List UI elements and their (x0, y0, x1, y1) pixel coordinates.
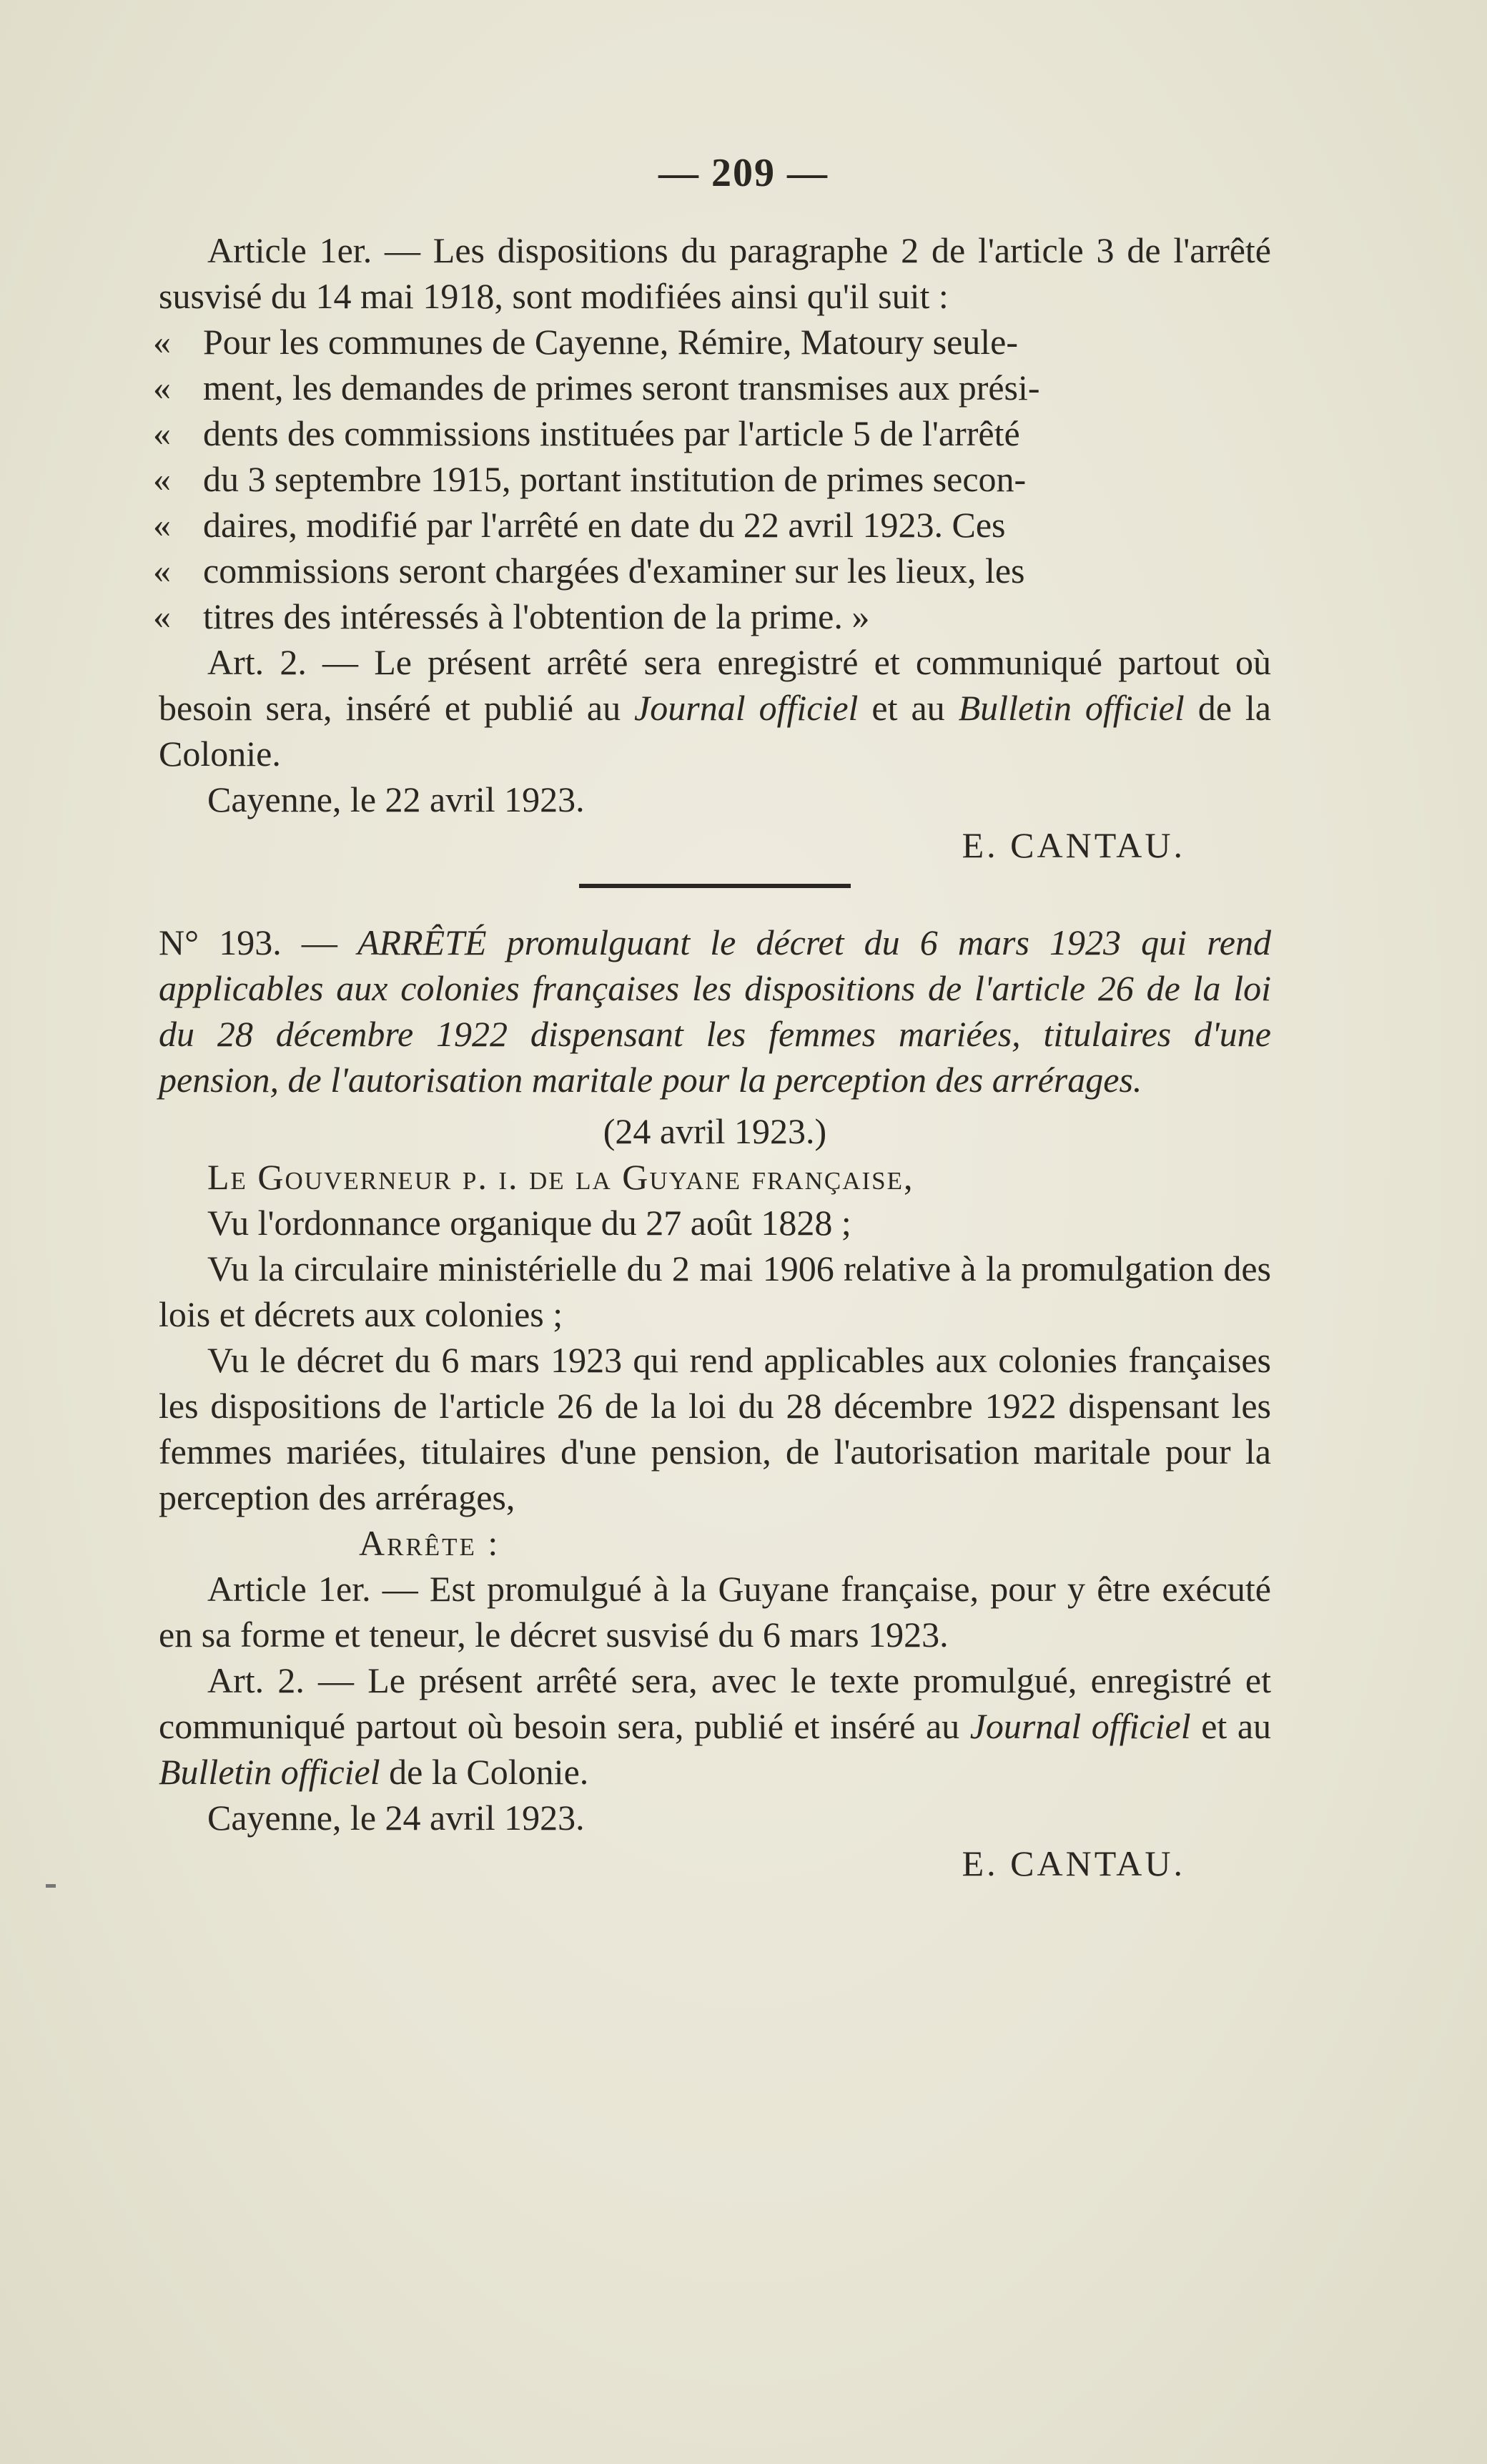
decree-number: N° 193. — (159, 922, 357, 962)
article-1: Article 1er. — Les dispositions du paragraphe 2 de l'article 3 de l'arrêté susvisé du 14 mai 1918, sont modifiées ainsi qu'il suit : (159, 230, 1271, 316)
margin-mark (46, 1884, 56, 1888)
document-body (153, 227, 1272, 1886)
journal-officiel-ref-b: Journal officiel (969, 1706, 1191, 1746)
page-number: — 209 — (658, 151, 829, 195)
quote-line: « titres des intéressés à l'obtention de la prime. » (203, 593, 1271, 639)
signature: E. CANTAU. (962, 825, 1185, 865)
quote-mark: « (153, 505, 171, 545)
vu-circulaire: Vu la circulaire ministérielle du 2 mai 1906 relative à la promulgation des lois et décrets aux colonies ; (159, 1248, 1271, 1334)
quote-mark: « (153, 413, 171, 453)
quoted-paragraph (153, 319, 1271, 639)
decree-date: (24 avril 1923.) (603, 1111, 827, 1151)
place-date-b: Cayenne, le 24 avril 1923. (207, 1798, 585, 1838)
decree-title: N° 193. — ARRÊTÉ promulguant le décret du 6 mars 1923 qui rend applicables aux colonies françaises les dispositions de l'article 26 de la loi du 28 décembre 1922 dispensant les femmes mariées, titulaires d'une pension, de l'autorisation maritale pour la perception des arrérages. (159, 922, 1271, 1100)
arrete-heading: Arrête : (359, 1523, 500, 1563)
place-date: Cayenne, le 22 avril 1923. (207, 779, 585, 819)
quote-mark: « (153, 596, 171, 636)
quote-mark: « (153, 459, 171, 499)
quote-line: « commissions seront chargées d'examiner sur les lieux, les (203, 548, 1271, 593)
quote-line: « ment, les demandes de primes seront transmises aux prési- (203, 365, 1271, 410)
gouverneur-line: Le Gouverneur p. i. de la Guyane française, (207, 1157, 914, 1197)
vu-decret: Vu le décret du 6 mars 1923 qui rend applicables aux colonies françaises les dispositions de l'article 26 de la loi du 28 décembre 1922 dispensant les femmes mariées, titulaires d'une pension, de l'autorisation maritale pour la perception des arrérages, (159, 1340, 1271, 1517)
bulletin-officiel-ref: Bulletin officiel (958, 688, 1185, 728)
vu-ordonnance: Vu l'ordonnance organique du 27 août 1828 ; (207, 1203, 851, 1243)
quote-line: « Pour les communes de Cayenne, Rémire, Matoury seule- (203, 319, 1271, 365)
article-2-b: Art. 2. — Le présent arrêté sera, avec le texte promulgué, enregistré et communiqué partout où besoin sera, publié et inséré au Journal officiel et au Bulletin officiel de la Colonie. (159, 1660, 1272, 1792)
quote-mark: « (153, 368, 171, 408)
article-1-b: Article 1er. — Est promulgué à la Guyane française, pour y être exécuté en sa forme et teneur, le décret susvisé du 6 mars 1923. (159, 1569, 1271, 1655)
quote-mark: « (153, 551, 171, 591)
quote-line: « dents des commissions instituées par l'article 5 de l'arrêté (203, 410, 1271, 456)
quote-mark: « (153, 322, 171, 362)
bulletin-officiel-ref-b: Bulletin officiel (159, 1752, 380, 1792)
article-2: Art. 2. — Le présent arrêté sera enregistré et communiqué partout où besoin sera, inséré et publié au Journal officiel et au Bulletin officiel de la Colonie. (159, 642, 1271, 774)
journal-officiel-ref: Journal officiel (634, 688, 859, 728)
quote-line: « du 3 septembre 1915, portant institution de primes secon- (203, 456, 1271, 502)
quote-line: « daires, modifié par l'arrêté en date du 22 avril 1923. Ces (203, 502, 1271, 548)
signature-b: E. CANTAU. (962, 1843, 1185, 1883)
section-divider (579, 884, 851, 888)
